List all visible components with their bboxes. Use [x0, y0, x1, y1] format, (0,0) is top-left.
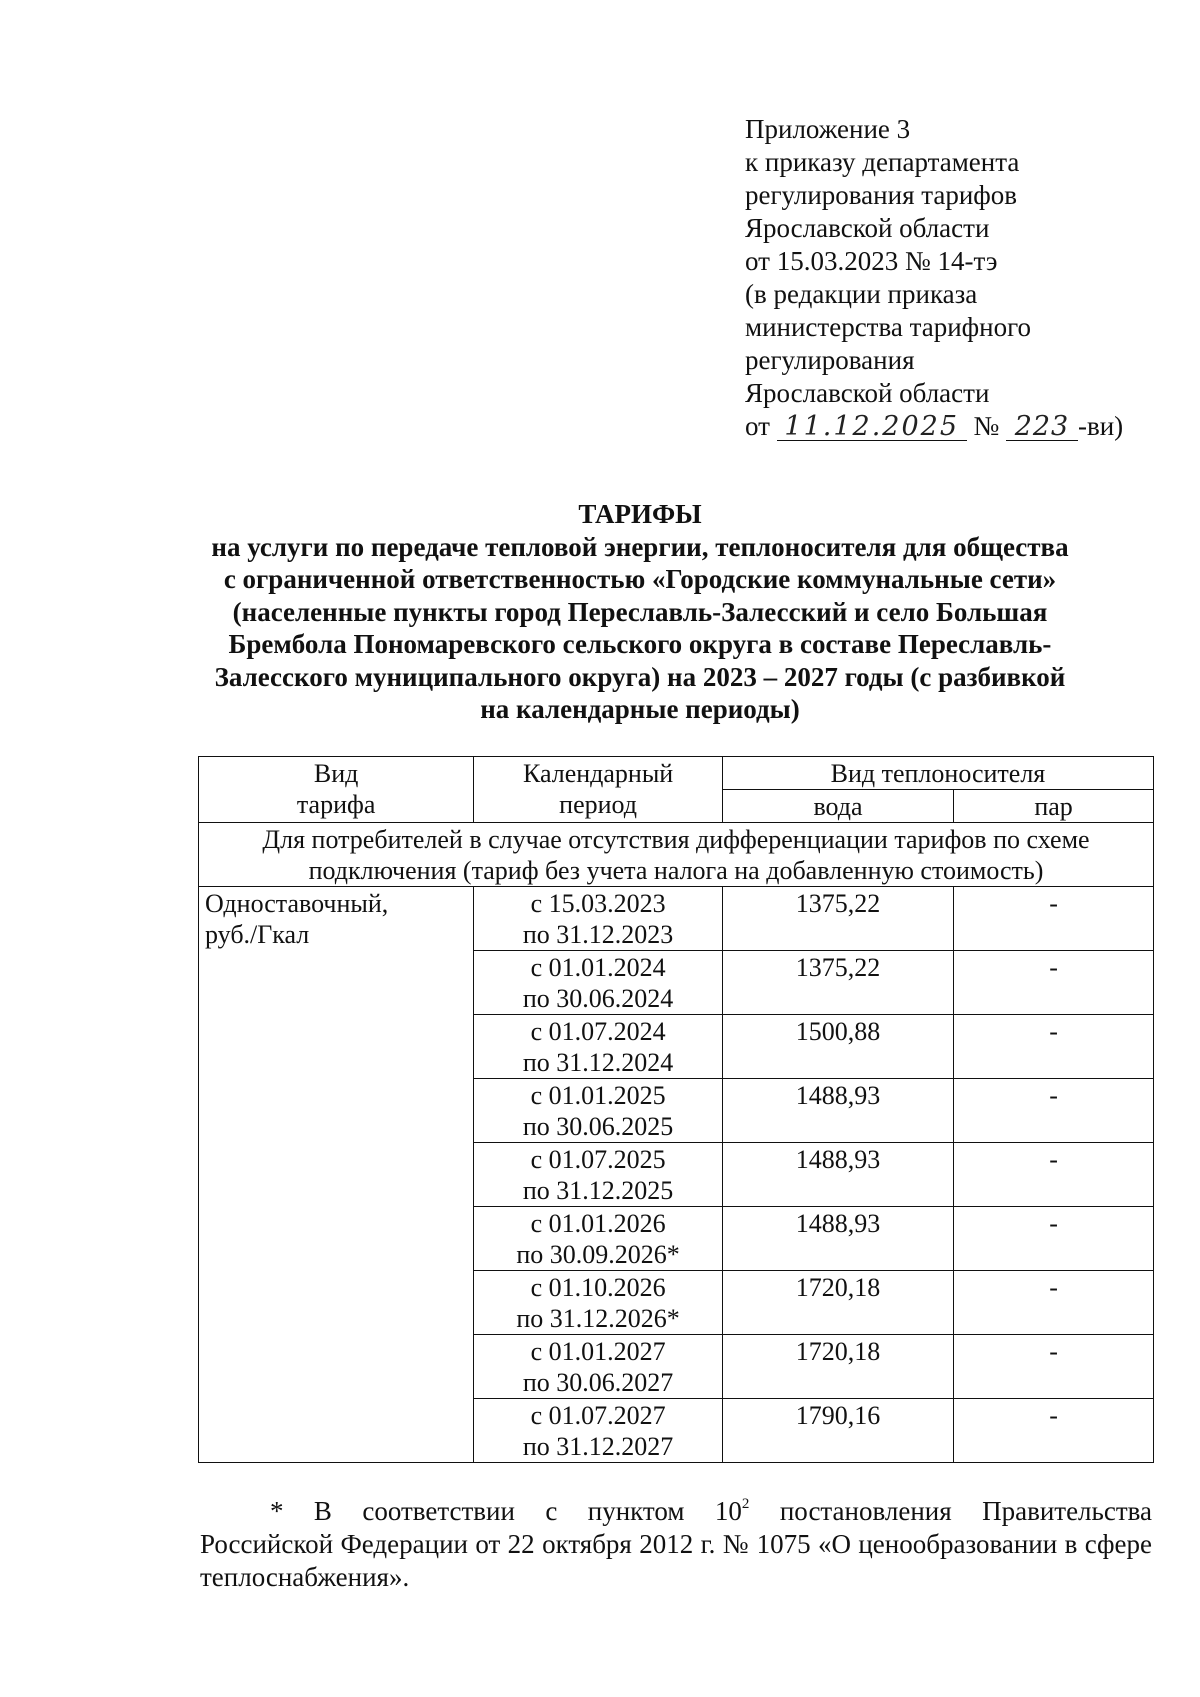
water-value: 1790,16	[722, 1399, 953, 1463]
appendix-line: от 15.03.2023 № 14-тэ	[745, 246, 998, 276]
period-to: по 30.06.2024	[522, 984, 674, 1013]
section-caption	[199, 823, 1154, 887]
appendix-line: Приложение 3	[745, 114, 911, 144]
period-from: с 01.01.2027	[530, 1337, 666, 1366]
period-cell	[474, 1335, 723, 1399]
water-value: 1375,22	[722, 951, 953, 1015]
period-cell	[474, 1271, 723, 1335]
header-text: Календарный	[522, 759, 674, 788]
title-heading: ТАРИФЫ	[578, 499, 702, 529]
water-value: 1720,18	[722, 1271, 953, 1335]
steam-value: -	[954, 1207, 1154, 1271]
appendix-block	[745, 113, 1123, 443]
section-text: Для потребителей в случае отсутствия дифференциации тарифов по схеме	[262, 825, 1090, 854]
steam-value: -	[954, 1079, 1154, 1143]
period-cell	[474, 1079, 723, 1143]
header-period	[474, 757, 723, 823]
period-cell	[474, 1015, 723, 1079]
title-line: на календарные периоды)	[480, 694, 800, 724]
period-from: с 01.01.2024	[530, 953, 666, 982]
steam-value: -	[954, 1143, 1154, 1207]
water-value: 1488,93	[722, 1207, 953, 1271]
header-row	[199, 757, 1154, 790]
header-tariff-type	[199, 757, 474, 823]
water-value: 1375,22	[722, 887, 953, 951]
period-from: с 01.01.2025	[530, 1081, 666, 1110]
handwritten-number: 223	[1006, 414, 1078, 441]
handwritten-date: 11.12.2025	[777, 414, 967, 441]
order-reference-line	[745, 410, 1123, 443]
header-steam: пар	[954, 790, 1154, 823]
appendix-line: министерства тарифного	[745, 312, 1032, 342]
tariffs-table	[198, 756, 1154, 1463]
number-suffix: -ви)	[1077, 411, 1124, 441]
period-from: с 01.07.2025	[530, 1145, 666, 1174]
appendix-line: регулирования тарифов	[745, 180, 1018, 210]
appendix-line: к приказу департамента	[745, 147, 1020, 177]
period-from: с 01.01.2026	[530, 1209, 666, 1238]
appendix-line: Ярославской области	[745, 213, 990, 243]
header-text: тарифа	[296, 790, 376, 819]
period-cell	[474, 1143, 723, 1207]
section-row	[199, 823, 1154, 887]
period-to: по 31.12.2027	[522, 1432, 674, 1461]
period-cell	[474, 951, 723, 1015]
period-cell	[474, 1207, 723, 1271]
water-value: 1488,93	[722, 1079, 953, 1143]
steam-value: -	[954, 1015, 1154, 1079]
period-from: с 01.07.2027	[530, 1401, 666, 1430]
steam-value: -	[954, 1271, 1154, 1335]
footnote-superscript: 2	[741, 1496, 750, 1512]
period-to: по 31.12.2026*	[516, 1304, 680, 1333]
period-cell	[474, 1399, 723, 1463]
period-cell	[474, 887, 723, 951]
header-text: Вид	[313, 759, 359, 788]
period-to: по 30.06.2025	[522, 1112, 674, 1141]
appendix-line: регулирования	[745, 345, 915, 375]
header-carrier: Вид теплоносителя	[722, 757, 1153, 790]
footnote	[200, 1495, 1152, 1594]
title-line: (населенные пункты город Переславль-Залесский и село Большая	[232, 596, 1048, 627]
period-to: по 30.06.2027	[522, 1368, 674, 1397]
title-line: на услуги по передаче тепловой энергии, теплоносителя для общества	[211, 531, 1069, 562]
table-row	[199, 887, 1154, 951]
steam-value: -	[954, 1399, 1154, 1463]
tariff-name-cell	[199, 887, 474, 1463]
period-from: с 01.10.2026	[530, 1273, 666, 1302]
period-from: с 15.03.2023	[530, 889, 666, 918]
period-to: по 30.09.2026*	[516, 1240, 680, 1269]
period-from: с 01.07.2024	[530, 1017, 666, 1046]
footnote-text: Российской Федерации от 22 октября 2012 г. № 1075 «О ценообразовании в сфере теплоснабжения».	[200, 1529, 1152, 1592]
footnote-text: * В соответствии с пунктом 10	[270, 1496, 742, 1526]
section-text: подключения (тариф без учета налога на добавленную стоимость)	[308, 856, 1044, 885]
document-title	[180, 498, 1100, 726]
title-line: Брембола Пономаревского сельского округа в составе Переславль-	[228, 629, 1052, 659]
water-value: 1500,88	[722, 1015, 953, 1079]
appendix-line: Ярославской области	[745, 378, 990, 408]
title-line: Залесского муниципального округа) на 2023 – 2027 годы (с разбивкой	[214, 661, 1066, 692]
number-sign: №	[973, 411, 1000, 441]
period-to: по 31.12.2025	[522, 1176, 674, 1205]
steam-value: -	[954, 951, 1154, 1015]
tariff-name-text: Одноставочный,	[205, 889, 389, 918]
steam-value: -	[954, 887, 1154, 951]
period-to: по 31.12.2023	[522, 920, 674, 949]
appendix-line: (в редакции приказа	[745, 279, 978, 309]
steam-value: -	[954, 1335, 1154, 1399]
header-text: период	[559, 790, 638, 819]
water-value: 1720,18	[722, 1335, 953, 1399]
from-prefix: от	[745, 411, 770, 441]
footnote-text: постановления Правительства	[749, 1496, 1152, 1526]
period-to: по 31.12.2024	[522, 1048, 674, 1077]
header-water: вода	[722, 790, 953, 823]
footnote-first-line	[200, 1495, 1152, 1528]
title-line: с ограниченной ответственностью «Городские коммунальные сети»	[223, 564, 1057, 594]
water-value: 1488,93	[722, 1143, 953, 1207]
tariff-unit-text: руб./Гкал	[205, 920, 310, 949]
